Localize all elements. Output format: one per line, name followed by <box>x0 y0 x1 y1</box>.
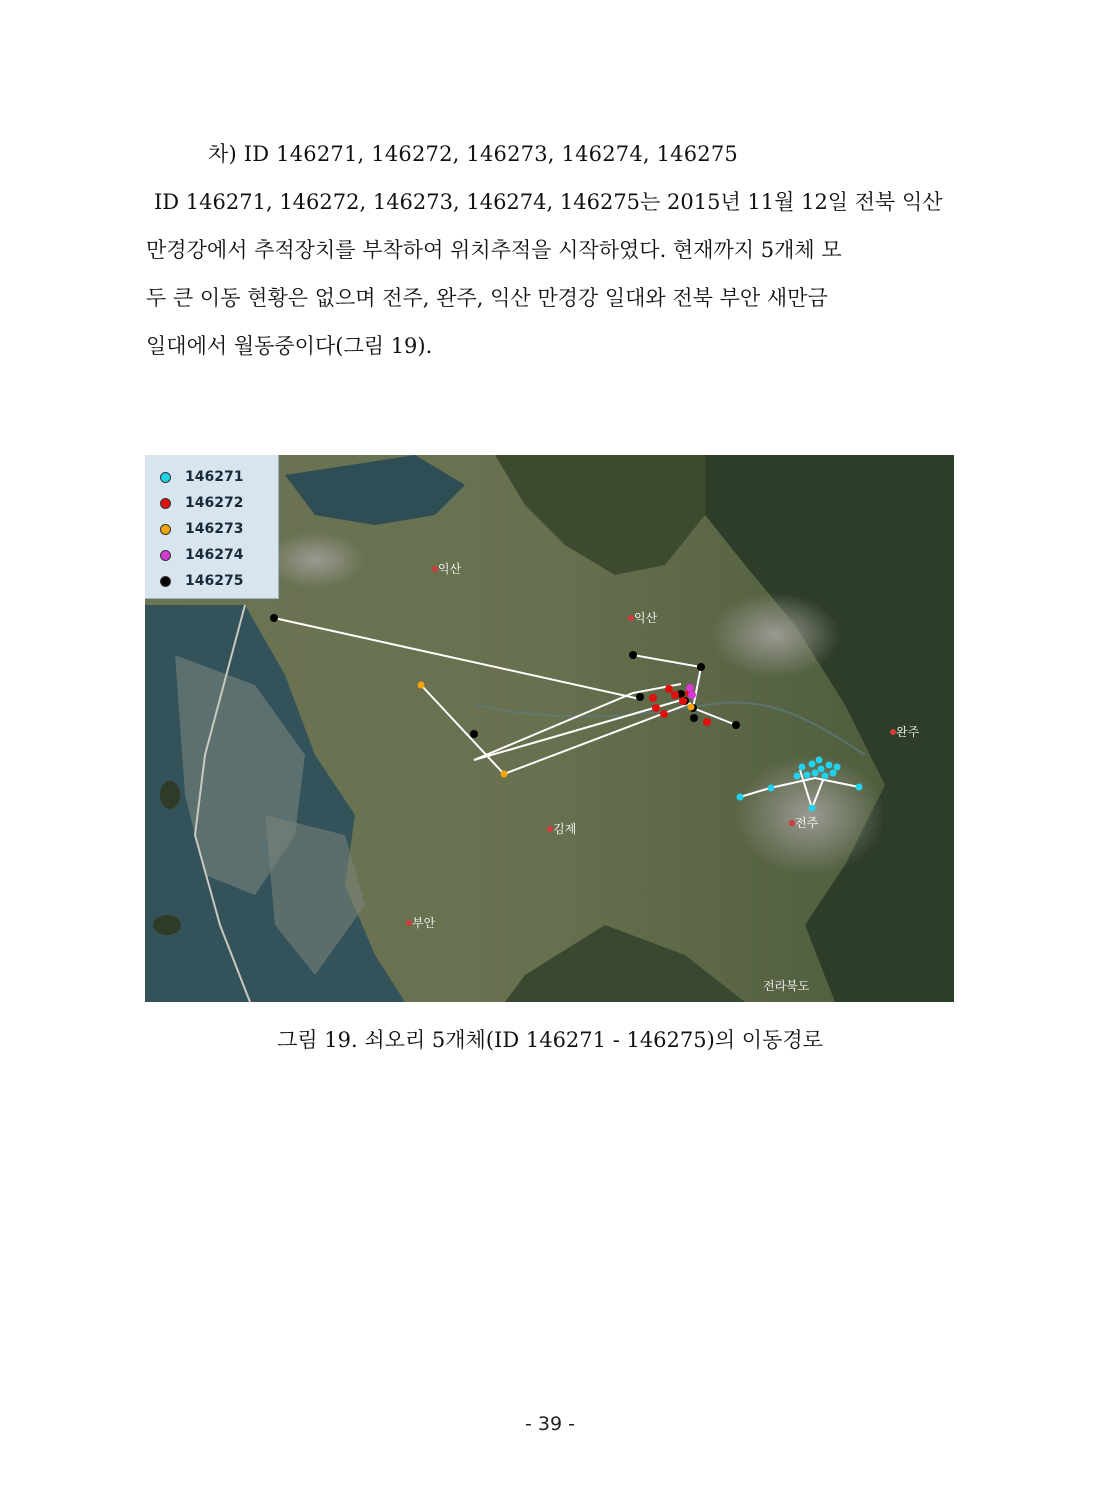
paragraph-line: 두 큰 이동 현황은 없으며 전주, 완주, 익산 만경강 일대와 전북 부안 새만금 <box>146 286 828 310</box>
paragraph-line: 만경강에서 추적장치를 부착하여 위치추적을 시작하였다. 현재까지 5개체 모 <box>146 238 842 262</box>
point-146271 <box>804 772 811 779</box>
point-146272 <box>660 710 668 718</box>
legend-label: 146273 <box>185 521 244 537</box>
legend-label: 146275 <box>185 573 244 589</box>
point-146272 <box>649 694 657 702</box>
section-heading: 차) ID 146271, 146272, 146273, 146274, 146275 <box>208 142 738 166</box>
place-label-wanju: 완주 <box>896 725 920 739</box>
point-146275 <box>697 663 705 671</box>
point-146271 <box>818 766 825 773</box>
point-146271 <box>809 761 816 768</box>
place-label-jeonju: 전주 <box>795 816 819 830</box>
island <box>153 915 181 935</box>
legend-item <box>145 542 278 568</box>
tracking-map-figure <box>145 455 954 1002</box>
legend-item <box>145 516 278 542</box>
legend-item <box>145 464 278 490</box>
city-area-gunsan <box>265 532 365 588</box>
point-146272 <box>671 691 679 699</box>
point-146271 <box>816 757 823 764</box>
paragraph-line: 일대에서 월동중이다(그림 19). <box>146 334 433 358</box>
point-146271 <box>856 784 863 791</box>
point-146271 <box>768 785 775 792</box>
legend-dot-icon <box>160 550 171 561</box>
point-146271 <box>799 764 806 771</box>
legend-dot-icon <box>160 498 171 509</box>
point-146275 <box>732 721 740 729</box>
point-146271 <box>809 805 816 812</box>
body-paragraph <box>146 178 954 370</box>
legend-label: 146274 <box>185 547 244 563</box>
place-label-jeollabukdo: 전라북도 <box>763 979 810 993</box>
point-146273 <box>418 682 425 689</box>
legend-label: 146272 <box>185 495 244 511</box>
point-146271 <box>826 762 833 769</box>
figure-caption: 그림 19. 쇠오리 5개체(ID 146271 - 146275)의 이동경로 <box>277 1028 823 1052</box>
point-146275 <box>470 730 478 738</box>
paragraph-line: ID 146271, 146272, 146273, 146274, 146275는 2015년 11월 12일 전북 익산 <box>154 190 943 214</box>
map-legend <box>145 455 279 599</box>
point-146274 <box>686 684 694 692</box>
legend-item <box>145 568 278 594</box>
point-146273 <box>688 704 695 711</box>
point-146275 <box>270 614 278 622</box>
legend-dot-icon <box>160 524 171 535</box>
page-number: - 39 - <box>525 1413 575 1435</box>
legend-dot-icon <box>160 472 171 483</box>
city-area-jeonju <box>735 755 885 875</box>
point-146271 <box>822 773 829 780</box>
point-146272 <box>703 718 711 726</box>
point-146271 <box>812 770 819 777</box>
island <box>160 781 180 809</box>
place-label-iksan-city: 익산 <box>634 611 658 625</box>
point-146275 <box>636 693 644 701</box>
city-area-iksan <box>710 593 840 677</box>
legend-label: 146271 <box>185 469 244 485</box>
point-146273 <box>501 771 508 778</box>
point-146274 <box>688 691 696 699</box>
place-label-buan: 부안 <box>412 916 436 930</box>
point-146271 <box>737 794 744 801</box>
legend-dot-icon <box>160 576 171 587</box>
point-146272 <box>665 685 673 693</box>
point-146271 <box>834 764 841 771</box>
point-146275 <box>629 651 637 659</box>
place-label-iksan-north: 익산 <box>438 562 462 576</box>
legend-item <box>145 490 278 516</box>
point-146271 <box>830 770 837 777</box>
point-146272 <box>652 704 660 712</box>
point-146275 <box>690 714 698 722</box>
point-146271 <box>794 773 801 780</box>
place-label-gimje: 김제 <box>553 822 577 836</box>
point-146272 <box>679 697 687 705</box>
